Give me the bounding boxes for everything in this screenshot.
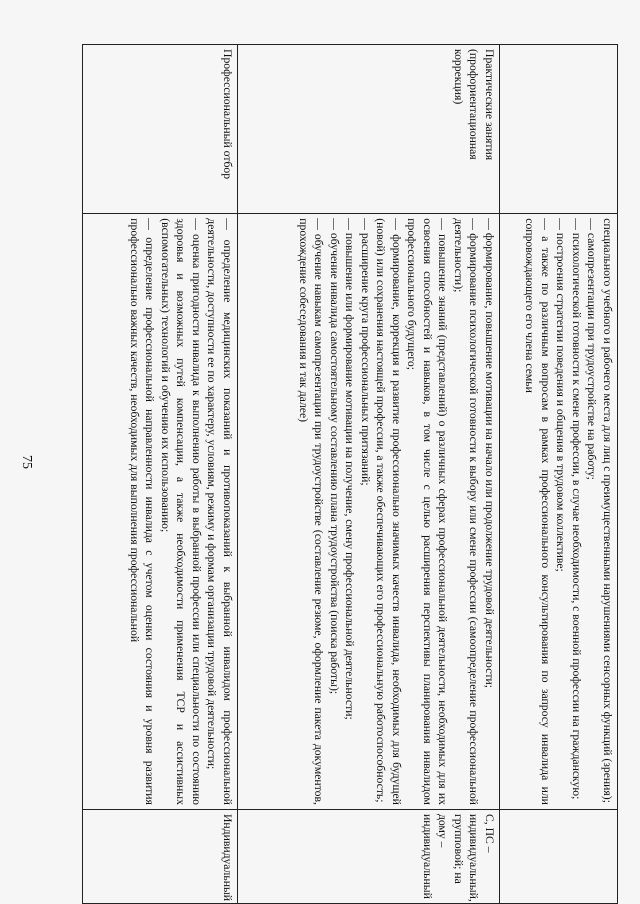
service-name-cell: Практические занятия (профориентационная коррекция)	[238, 45, 500, 214]
rotated-table-container	[82, 44, 618, 904]
table-row	[83, 45, 238, 904]
service-content-cell: специального учебного и рабочего места для лиц с преимущественными нарушениями сенсорных функций (зрения); — самопрезентации при трудоустройстве на работу; — психологической готовности к смене профессии, в случае необходимости, с военной профессии на гражданскую; — построения стратегии поведения и общения в трудовом коллективе; — а также по различным вопросам в рамках профессионального консультирования по запросу инвалида или сопровождающего его члена семьи	[500, 214, 618, 810]
service-name-cell	[500, 45, 618, 214]
service-form-cell: Индивидуальный	[83, 809, 238, 903]
service-name-cell: Профессиональный отбор	[83, 45, 238, 214]
services-table	[82, 44, 618, 904]
table-row	[500, 45, 618, 904]
page-number: 75	[19, 455, 34, 469]
service-form-cell	[500, 809, 618, 903]
service-content-cell: — определение медицинских показаний и противопоказаний к выбранной инвалидом профессиональной деятельности, доступности ее по характеру, условиям, режиму и формам организации трудовой деятельности; — оценка пригодности инвалида к выполнению работы в выбранной профессии или специальности по состоянию здоровья и возможных путей компенсации, а также необходимости применения ТСР и ассистивных (вспомогательных) технологий и обучению их использованию; — определение профессиональной направленности инвалида с учетом оценки состояния и уровня развития профессионально важных качеств, необходимых для выполнения профессиональной	[83, 214, 238, 810]
table-row	[238, 45, 500, 904]
service-content-cell: — формирование, повышение мотивации на начало или продолжение трудовой деятельности; — формирование психологической готовности к выбору или смене профессии (самоопределение профессиональной деятельности); — повышение знаний (представлений) о различных сферах профессиональной деятельности, необходимых для их освоения способностей и навыков, в том числе с целью расширения перспективы планирования инвалидом профессионального будущего; — формирование, коррекция и развитие профессионально значимых качеств инвалида, необходимых для будущей (новой) или сохранения настоящей профессии, а также обеспечивающих его профессиональную работоспособность; — расширение круга профессиональных притязаний; — повышение или формирование мотивации на получение, смену профессиональной деятельности; — обучение инвалида самостоятельному составлению плана трудоустройства (поиска работы); — обучение навыкам самопрезентации при трудоустройстве (составление резюме, оформление пакета документов, прохождение собеседования и так далее)	[238, 214, 500, 810]
service-form-cell: С, ПС – индивидуальный, групповой; на дому – индивидуальный	[238, 809, 500, 903]
